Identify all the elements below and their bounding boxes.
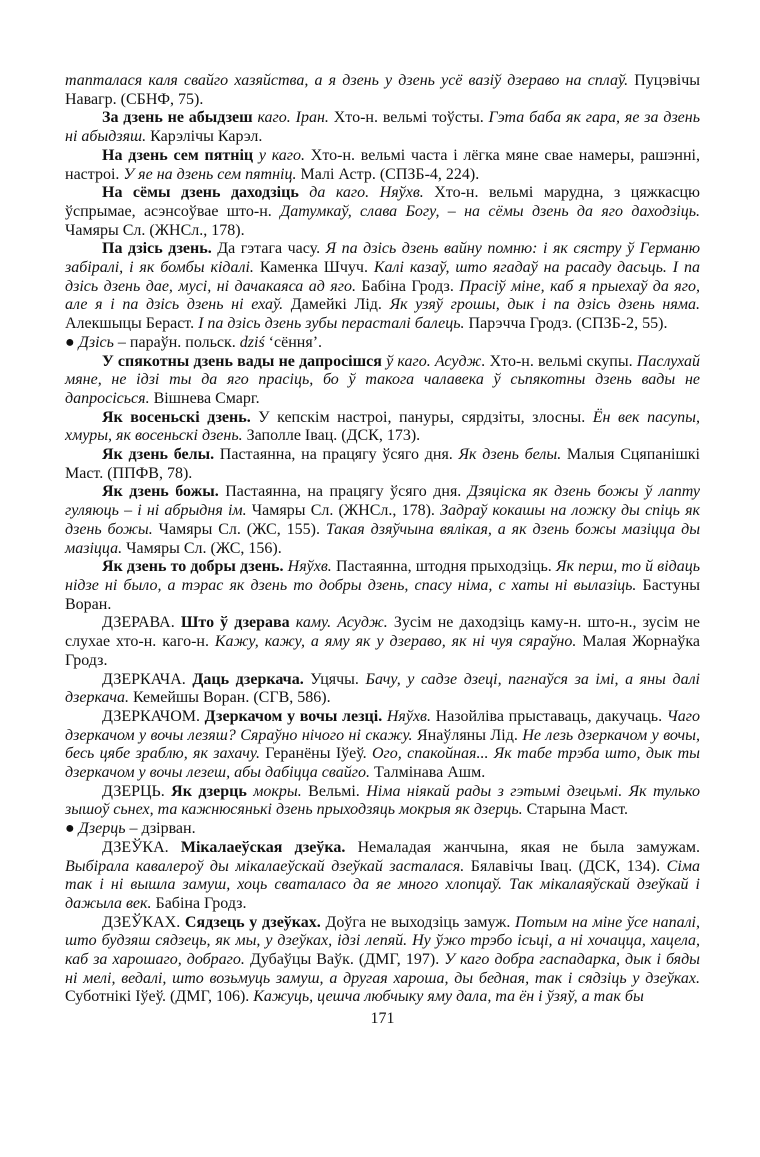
italic-text: ў каго. Асудж. (381, 352, 486, 370)
italic-text: Як дзень белы. (452, 446, 562, 464)
regular-text: Пастаянна, штодня прыходзіць. (331, 558, 552, 576)
italic-text: Задраў кокашы на ложку ды спіць як дзень божы. (65, 502, 700, 538)
regular-text: ‘сёння’. (264, 333, 323, 351)
dictionary-paragraph (65, 334, 700, 353)
regular-text: ● (65, 333, 79, 351)
regular-text: – параўн. польск. (113, 333, 240, 351)
regular-text: Малыя Сцяпанішкі Маст. (ППФВ, 78). (65, 446, 700, 482)
dictionary-paragraph (65, 820, 700, 839)
regular-text: Старына Маст. (522, 801, 629, 819)
regular-text: Вельмі. (301, 782, 360, 800)
regular-text: Хто-н. вельмі марудна, з цяжкасцю ўспрымае, асэнсоўвае што-н. (65, 184, 701, 220)
headword: Як восеньскі дзень. (102, 408, 251, 426)
italic-text: Прасіў міне, каб я прыехаў да яго, але я і па дзісь дзень ні ехаў. (65, 277, 700, 314)
regular-text: Хто-н. вельмі скупы. (485, 352, 633, 370)
page-text (65, 72, 700, 1007)
italic-text: да каго. Няўхв. (298, 184, 424, 202)
regular-text: Уцячы. (303, 670, 359, 688)
dictionary-paragraph (65, 708, 700, 783)
italic-text: мокры. (246, 782, 302, 800)
regular-text: Геранёны Іўеў. (259, 745, 367, 763)
regular-text: Немаладая жанчына, якая не была замужам. (345, 838, 701, 856)
regular-text: Пастаянна, на працягу ўсяго дня. (218, 483, 462, 501)
headword: Як дзерць (171, 782, 247, 800)
italic-text: тапталася каля свайго хазяйства, а я дзень у дзень усё вазіў дзераво на сплаў. (65, 72, 629, 89)
regular-text: Дамейкі Лід. (283, 296, 382, 314)
headword: Сядзець у дзеўках. (184, 913, 321, 931)
italic-text: Выбірала кавалероў ды мікалаеўскай дзеўкай засталася. (65, 857, 465, 875)
italic-text: у каго. (253, 146, 306, 164)
dictionary-paragraph (65, 184, 700, 240)
regular-text: Дубаўцы Ваўк. (ДМГ, 197). (244, 951, 440, 969)
regular-text: Чамяры Сл. (ЖНСл., 178). (246, 502, 435, 520)
dictionary-paragraph (65, 558, 700, 614)
regular-text: ДЗЕРКАЧА. (102, 670, 193, 688)
italic-text: Кажуць, цешча любчыку яму дала, та ён і ўзяў, а так бы (249, 988, 644, 1006)
italic-text: У каго добра гаспадарка, дык і бяды ні мелі, ведалі, што возьмуць замуш, а другая хароша, ды бедная, так і сядзіць у дзеўках. (65, 951, 700, 987)
regular-text: Каменка Шчуч. (253, 259, 368, 277)
regular-text: Доўга не выходзіць замуж. (320, 913, 511, 931)
dictionary-paragraph (65, 409, 700, 446)
regular-text: ДЗЕРЦЬ. (102, 782, 172, 800)
regular-text: Пуцэвічы Навагр. (СБНФ, 75). (65, 72, 701, 108)
regular-text: Заполле Івац. (ДСК, 173). (242, 427, 421, 445)
italic-text: Сіма так і ні вышла замуш, хоць сваталасо да яе много хлопцаў. Так мікалаяўскай дзеўкай і дажыла век. (65, 857, 701, 912)
italic-text: Ого, спакойная... Як табе трэба што, дык ты дзеркачом у вочы лезеш, абы дабіцца свайго. (65, 745, 701, 782)
italic-text: Німа ніякай рады з гэтымі дзецьмі. Як тулько зышоў сьнех, та кажнюсянькі дзень прыходзяць мокрыя як дзерць. (65, 782, 701, 819)
italic-text: Калі казаў, што ягадаў на расаду дасьць. І па дзісь дзень дае, мусі, ні дачакаяса ад яго. (65, 259, 700, 295)
regular-text: Назойліва прыставаць, дакучаць. (431, 707, 663, 725)
italic-text: Дзяціска як дзень божы ў лапту гуляюць – і ні абрыдня ім. (65, 483, 700, 520)
dictionary-paragraph (65, 353, 700, 409)
italic-text: Потым на міне ўсе напалі, што будзяш сядзець, як мы, у дзеўках, ідзі лепяй. Ну ўжо трэбо ісьці, а ні хочацца, хацела, каб за харошаго, добраго. (65, 913, 700, 969)
regular-text: ДЗЕРАВА. (102, 614, 181, 632)
italic-text: Няўхв. (283, 558, 332, 576)
headword: Што ў дзерава (180, 614, 290, 632)
italic-text: Няўхв. (382, 707, 431, 725)
italic-text: Такая дзяўчына вялікая, а як дзень божы мазіцца ды мазіцца. (65, 520, 701, 557)
regular-text: Бабіна Гродз. (151, 894, 247, 912)
italic-text: Ён век пасупы, хмуры, як восеньскі дзень. (65, 408, 700, 445)
regular-text: Хто-н. вельмі тоўсты. (328, 109, 484, 127)
regular-text: ДЗЕРКАЧОМ. (102, 707, 205, 725)
regular-text: Янаўляны Лід. (412, 726, 518, 744)
regular-text: Вішнева Смарг. (149, 389, 260, 407)
page-number: 171 (370, 1010, 395, 1028)
italic-text: Як перш, то й відаць нідзе ні было, а тэрас як дзень то добры дзень, спасу німа, с хаты ні вылазіць. (65, 558, 701, 594)
regular-text: Парэчча Гродз. (СПЗБ-2, 55). (464, 315, 668, 333)
italic-text: каму. Асудж. (289, 614, 388, 632)
regular-text: Кемейшы Воран. (СГВ, 586). (128, 689, 331, 707)
headword: Мікалаеўская дзеўка. (180, 838, 346, 856)
regular-text: Алекшыцы Бераст. (65, 315, 195, 333)
regular-text: Малі Астр. (СПЗБ-4, 224). (296, 165, 480, 183)
headword: На сёмы дзень даходзіць (102, 184, 299, 202)
regular-text: – дзірван. (125, 820, 196, 838)
regular-text: ДЗЕЎКА. (102, 838, 181, 856)
italic-text: Бачу, у садзе дзеці, пагнаўся за імі, а яны далі дзеркача. (65, 670, 701, 707)
headword: У спякотны дзень вады не дапросішся (102, 352, 382, 370)
dictionary-paragraph (65, 783, 700, 820)
regular-text: Суботнікі Іўеў. (ДМГ, 106). (65, 988, 250, 1006)
italic-text: Датумкаў, слава Богу, – на сёмы дзень да яго даходзіць. (271, 202, 700, 220)
headword: Даць дзеркача. (192, 670, 304, 688)
regular-text: Чамяры Сл. (ЖС, 156). (122, 539, 282, 557)
italic-text: Дзерць (78, 820, 126, 838)
regular-text: Карэлічы Карэл. (146, 128, 263, 146)
italic-text: Гэта баба як гара, яе за дзень ні абыдзяш. (65, 109, 700, 146)
italic-text: Не лезь дзеркачом у вочы, бесь цябе зраблю, як захачу. (65, 726, 700, 763)
regular-text: ● (65, 820, 79, 838)
regular-text: У кепскім настроі, пануры, сярдзіты, злосны. (250, 408, 586, 426)
dictionary-paragraph (65, 483, 700, 558)
headword: Як дзень божы. (102, 483, 219, 501)
headword: Як дзень то добры дзень. (102, 558, 284, 576)
regular-text: Бялавічы Івац. (ДСК, 134). (464, 857, 661, 875)
dictionary-paragraph (65, 839, 700, 914)
italic-text: І па дзісь дзень зубы перасталі балець. (194, 315, 465, 333)
italic-text: Дзісь (78, 333, 114, 351)
dictionary-paragraph (65, 446, 700, 483)
dictionary-paragraph (65, 109, 700, 146)
italic-text: Кажу, кажу, а яму як у дзераво, як ні чуя сяраўно. (208, 633, 577, 651)
dictionary-paragraph (65, 671, 700, 708)
headword: Як дзень белы. (102, 446, 215, 464)
regular-text: Зусім не даходзіць каму-н. што-н., зусім не слухае хто-н. каго-н. (65, 614, 701, 651)
headword: Па дзісь дзень. (102, 240, 212, 258)
italic-text: Я па дзісь дзень вайну помню: і як сястру ў Германю забіралі, і як бомбы кідалі. (65, 240, 700, 277)
headword: На дзень сем пятніц (102, 146, 254, 164)
dictionary-paragraph (65, 914, 700, 1008)
dictionary-paragraph (65, 240, 700, 334)
regular-text: ДЗЕЎКАХ. (102, 913, 185, 931)
regular-text: Бабіна Гродз. (355, 277, 454, 295)
dictionary-paragraph (65, 614, 700, 670)
regular-text: Хто-н. вельмі часта і лёгка мяне свае намеры, рашэнні, настроі. (65, 146, 700, 183)
regular-text: Бастуны Воран. (65, 576, 701, 613)
regular-text: Да гэтага часу. (211, 240, 321, 258)
regular-text: Пастаянна, на працягу ўсяго дня. (214, 446, 453, 464)
italic-text: Як узяў грошы, дык і па дзісь дзень няма. (381, 296, 701, 314)
italic-text: каго. Іран. (252, 109, 329, 127)
headword: За дзень не абыдзеш (102, 109, 253, 127)
regular-text: Малая Жорнаўка Гродз. (65, 633, 701, 669)
italic-text: dziś (239, 333, 265, 351)
regular-text: Чамяры Сл. (ЖНСл., 178). (65, 221, 245, 239)
italic-text: Чаго дзеркачом у вочы лезяш? Сяраўно нічого ні скажу. (65, 707, 701, 744)
dictionary-paragraph (65, 147, 700, 184)
regular-text: Чамяры Сл. (ЖС, 155). (152, 520, 320, 538)
dictionary-paragraph (65, 72, 700, 109)
italic-text: У яе на дзень сем пятніц. (119, 165, 297, 183)
italic-text: Паслухай мяне, не ідзі ты да яго прасіць, бо ў такога чалавека ў сьпякотны дзень вады не дапросісься. (65, 352, 700, 407)
headword: Дзеркачом у вочы лезці. (204, 707, 383, 725)
regular-text: Талмінава Ашм. (369, 764, 486, 782)
